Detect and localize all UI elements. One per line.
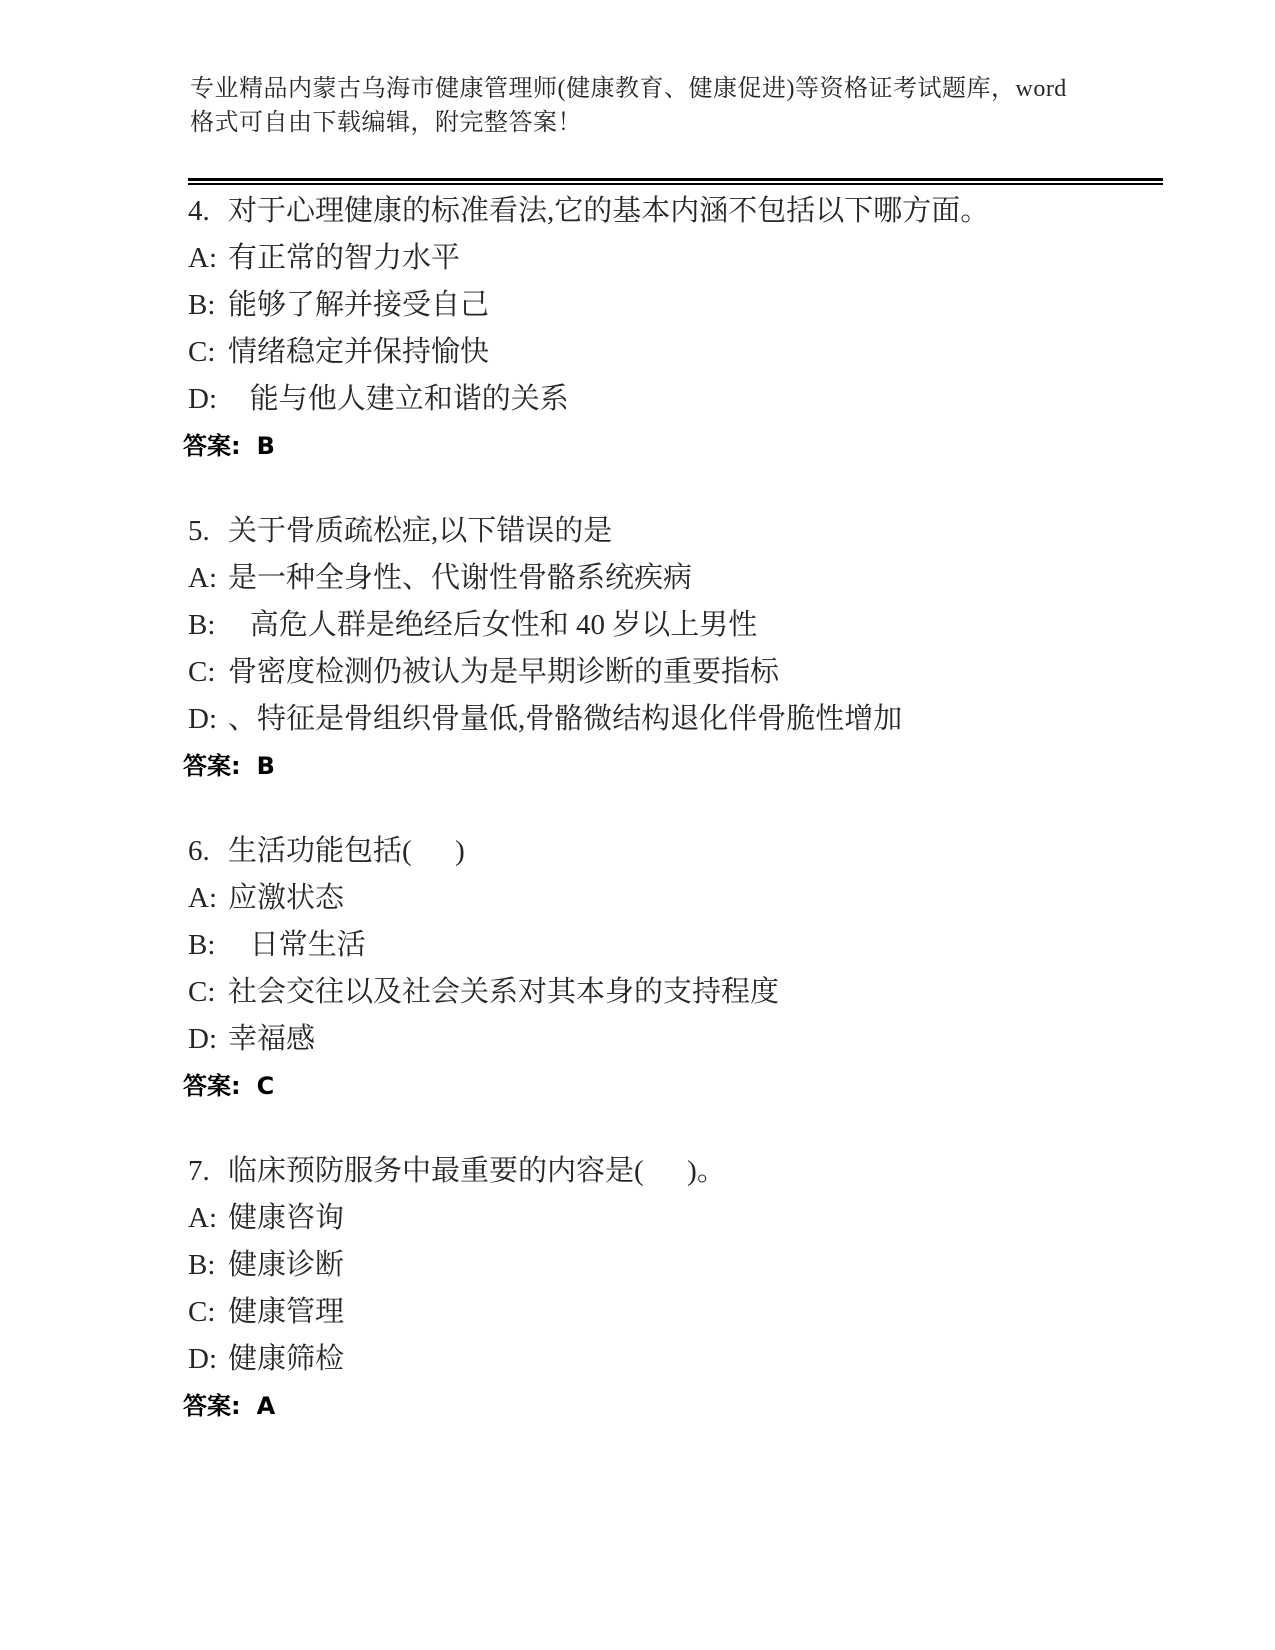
question-text: 临床预防服务中最重要的内容是( )。 [228,1155,726,1187]
answer-line [183,1383,1168,1430]
answer-line [183,423,1168,470]
option-letter: D: [188,383,217,415]
option-text: 社会交往以及社会关系对其本身的支持程度 [228,976,780,1008]
option-text: 情绪稳定并保持愉快 [228,336,490,368]
answer-value: C [256,1072,275,1100]
option-text: 健康诊断 [228,1249,345,1281]
option-d [188,1336,1168,1383]
header-line-2: 格式可自由下载编辑，附完整答案！ [190,110,582,136]
option-b [188,922,1168,969]
option-text: 能够了解并接受自己 [228,289,490,321]
option-text: 健康管理 [228,1296,345,1328]
option-text: 、特征是骨组织骨量低,骨骼微结构退化伴骨脆性增加 [228,703,903,735]
question-block-5 [183,508,1168,790]
answer-label: 答案: [183,752,241,780]
option-text: 骨密度检测仍被认为是早期诊断的重要指标 [228,656,780,688]
question-block-7 [183,1148,1168,1430]
option-letter: D: [188,703,217,735]
option-b [188,282,1168,329]
option-letter: C: [188,336,216,368]
option-a [188,555,1168,602]
answer-label: 答案: [183,432,241,460]
answer-value: A [256,1392,276,1420]
option-text: 幸福感 [228,1023,316,1055]
option-text: 能与他人建立和谐的关系 [228,383,569,415]
option-b [188,1242,1168,1289]
option-text: 高危人群是绝经后女性和 40 岁以上男性 [228,609,758,641]
option-letter: A: [188,882,217,914]
option-d [188,1016,1168,1063]
answer-value: B [256,432,275,460]
questions-list [183,188,1168,1430]
answer-value: B [256,752,275,780]
option-letter: C: [188,1296,216,1328]
question-number: 6. [188,835,210,867]
question-number: 5. [188,515,210,547]
option-a [188,875,1168,922]
option-c [188,329,1168,376]
question-text: 对于心理健康的标准看法,它的基本内涵不包括以下哪方面。 [228,195,990,227]
page-header [190,72,1120,140]
option-letter: C: [188,656,216,688]
option-text: 应激状态 [228,882,345,914]
option-a [188,1195,1168,1242]
option-text: 有正常的智力水平 [228,242,461,274]
option-letter: A: [188,562,217,594]
option-text: 日常生活 [228,929,366,961]
option-b [188,602,1168,649]
question-line [188,188,1168,235]
header-divider-rule [188,178,1163,185]
answer-line [183,743,1168,790]
question-block-4 [183,188,1168,470]
option-d [188,696,1168,743]
question-block-6 [183,828,1168,1110]
option-letter: A: [188,1202,217,1234]
question-number: 7. [188,1155,210,1187]
option-c [188,1289,1168,1336]
question-number: 4. [188,195,210,227]
option-a [188,235,1168,282]
option-letter: B: [188,609,216,641]
option-c [188,969,1168,1016]
option-letter: D: [188,1023,217,1055]
answer-line [183,1063,1168,1110]
option-text: 健康筛检 [228,1343,345,1375]
option-letter: D: [188,1343,217,1375]
answer-label: 答案: [183,1392,241,1420]
question-text: 生活功能包括( ) [228,835,465,867]
option-text: 健康咨询 [228,1202,345,1234]
header-line-1: 专业精品内蒙古乌海市健康管理师(健康教育、健康促进)等资格证考试题库，word [190,76,1067,102]
question-line [188,508,1168,555]
option-letter: B: [188,289,216,321]
question-line [188,1148,1168,1195]
option-letter: B: [188,1249,216,1281]
question-line [188,828,1168,875]
option-letter: C: [188,976,216,1008]
option-letter: B: [188,929,216,961]
option-letter: A: [188,242,217,274]
option-d [188,376,1168,423]
option-c [188,649,1168,696]
question-text: 关于骨质疏松症,以下错误的是 [228,515,613,547]
answer-label: 答案: [183,1072,241,1100]
option-text: 是一种全身性、代谢性骨骼系统疾病 [228,562,693,594]
